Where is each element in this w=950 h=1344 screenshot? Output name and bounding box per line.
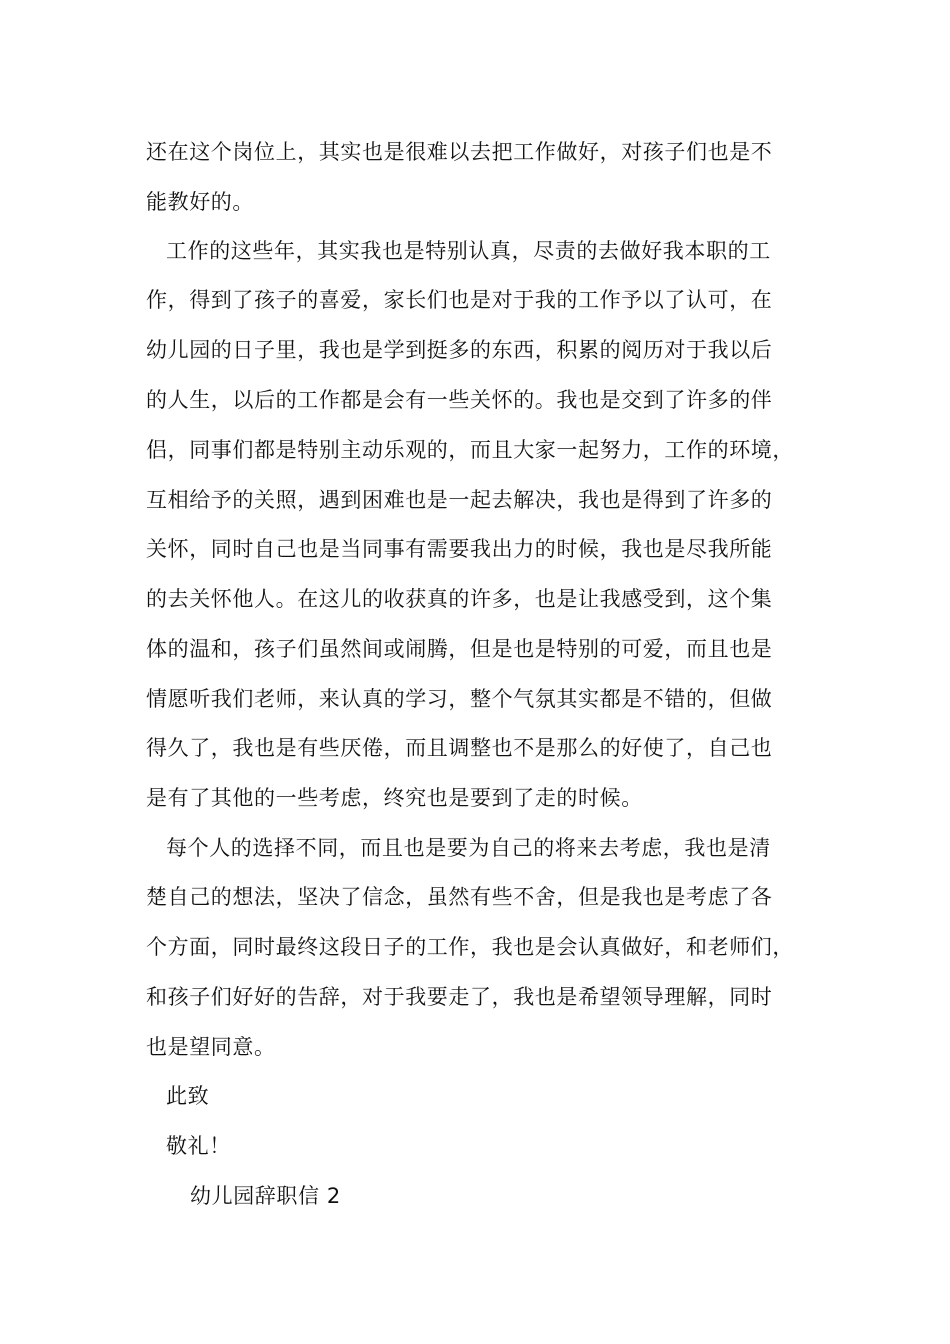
body-text-line: 个方面，同时最终这段日子的工作，我也是会认真做好，和老师们， [146, 935, 794, 959]
body-text-line: 作，得到了孩子的喜爱，家长们也是对于我的工作予以了认可，在 [146, 288, 773, 312]
body-text-line: 侣，同事们都是特别主动乐观的，而且大家一起努力，工作的环境， [146, 438, 794, 462]
body-text-line: 得久了，我也是有些厌倦，而且调整也不是那么的好使了，自己也 [146, 736, 773, 760]
body-text-line: 互相给予的关照，遇到困难也是一起去解决，我也是得到了许多的 [146, 488, 773, 512]
body-text-line: 也是望同意。 [146, 1035, 276, 1059]
closing-regards: 敬礼！ [166, 1134, 231, 1158]
body-text-line: 体的温和，孩子们虽然间或闹腾，但是也是特别的可爱，而且也是 [146, 637, 773, 661]
body-text-line: 还在这个岗位上，其实也是很难以去把工作做好，对孩子们也是不 [146, 140, 773, 164]
body-text-line: 幼儿园的日子里，我也是学到挺多的东西，积累的阅历对于我以后 [146, 338, 773, 362]
body-text-line: 关怀，同时自己也是当同事有需要我出力的时候，我也是尽我所能 [146, 537, 773, 561]
body-text-line: 和孩子们好好的告辞，对于我要走了，我也是希望领导理解，同时 [146, 985, 773, 1009]
body-text-line: 的人生，以后的工作都是会有一些关怀的。我也是交到了许多的伴 [146, 388, 773, 412]
body-text-line: 能教好的。 [146, 190, 254, 214]
body-text-line: 是有了其他的一些考虑，终究也是要到了走的时候。 [146, 786, 643, 810]
closing-salutation: 此致 [166, 1084, 210, 1108]
paragraph-start-line: 工作的这些年，其实我也是特别认真，尽责的去做好我本职的工 [166, 239, 771, 263]
body-text-line: 的去关怀他人。在这儿的收获真的许多，也是让我感受到，这个集 [146, 587, 773, 611]
section-title: 幼儿园辞职信 2 [190, 1184, 341, 1208]
body-text-line: 情愿听我们老师，来认真的学习，整个气氛其实都是不错的，但做 [146, 687, 773, 711]
paragraph-start-line: 每个人的选择不同，而且也是要为自己的将来去考虑，我也是清 [166, 836, 771, 860]
body-text-line: 楚自己的想法，坚决了信念，虽然有些不舍，但是我也是考虑了各 [146, 885, 773, 909]
